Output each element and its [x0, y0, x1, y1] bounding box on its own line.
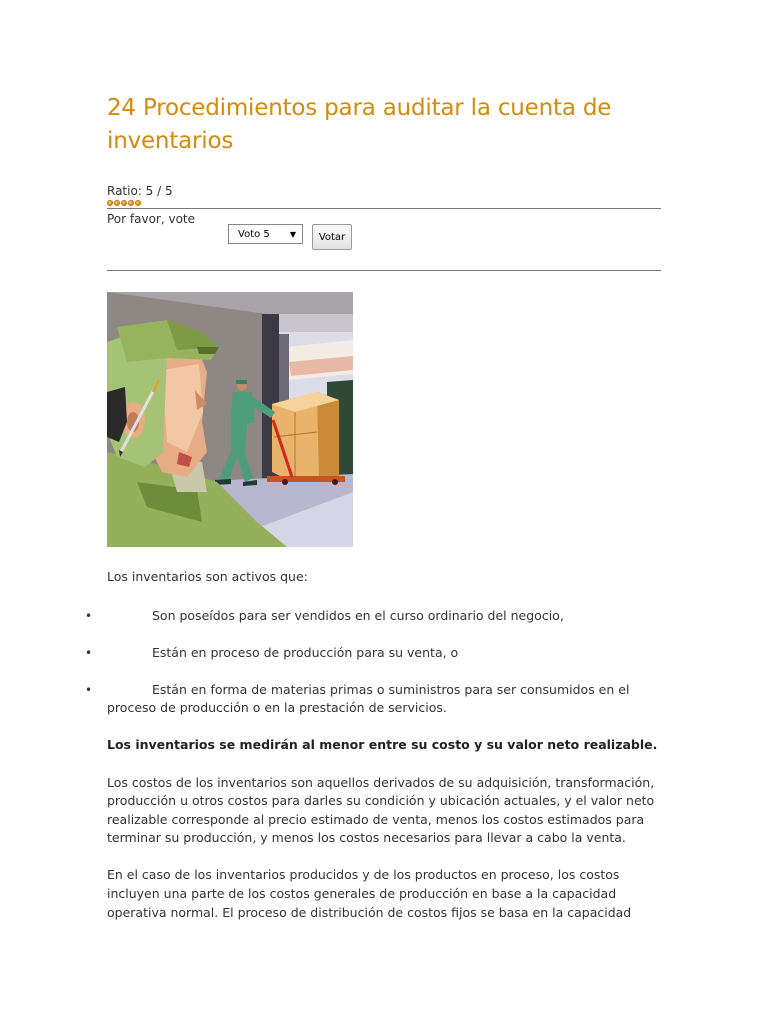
list-item [85, 607, 662, 626]
list-item [85, 681, 662, 718]
vote-button[interactable]: Votar [312, 224, 352, 250]
page-title: 24 Procedimientos para auditar la cuenta de inventarios [107, 95, 612, 154]
bold-statement: Los inventarios se medirán al menor entre su costo y su valor neto realizable. [107, 737, 658, 753]
bullet-icon: • [85, 645, 93, 660]
rating-stars [107, 200, 662, 208]
intro-text: Los inventarios son activos que: [107, 569, 308, 584]
divider-bottom [107, 270, 661, 271]
list-item-text: Están en proceso de producción para su venta, o [152, 644, 459, 660]
list-item-text: Son poseídos para ser vendidos en el curso ordinario del negocio, [152, 607, 564, 623]
star-icon [114, 200, 120, 206]
article [85, 92, 662, 922]
paragraph-production: En el caso de los inventarios producidos y de los productos en proceso, los costos incluyen una parte de los costos generales de producción en base a la capacidad operativa normal. El proceso de distribución de costos fijos se basa en la capacidad [107, 867, 632, 920]
star-icon [135, 200, 141, 206]
bullet-list [85, 607, 662, 718]
list-item [85, 644, 662, 663]
list-item-text: Están en forma de materias primas o suministros para ser consumidos en el proceso de producción o en la prestación de servicios. [107, 681, 630, 716]
star-icon [121, 200, 127, 206]
vote-select-value: Voto 5 [238, 228, 270, 240]
warehouse-worker-illustration [107, 292, 353, 547]
star-icon [107, 200, 113, 206]
vote-select[interactable] [228, 224, 303, 244]
vote-form [107, 209, 662, 270]
chevron-down-icon[interactable]: ▼ [289, 229, 297, 239]
star-icon [128, 200, 134, 206]
rating-text: Ratio: 5 / 5 [107, 184, 173, 198]
bullet-icon: • [85, 608, 93, 623]
bullet-icon: • [85, 682, 93, 697]
vote-prompt: Por favor, vote [107, 212, 196, 226]
paragraph-costs: Los costos de los inventarios son aquellos derivados de su adquisición, transformación, producción u otros costos para darles su condición y ubicación actuales, y el valor neto realizable corresponde al precio estimado de venta, menos los costos estimados para terminar su producción, y menos los costos necesarios para llevar a cabo la venta. [107, 774, 655, 846]
